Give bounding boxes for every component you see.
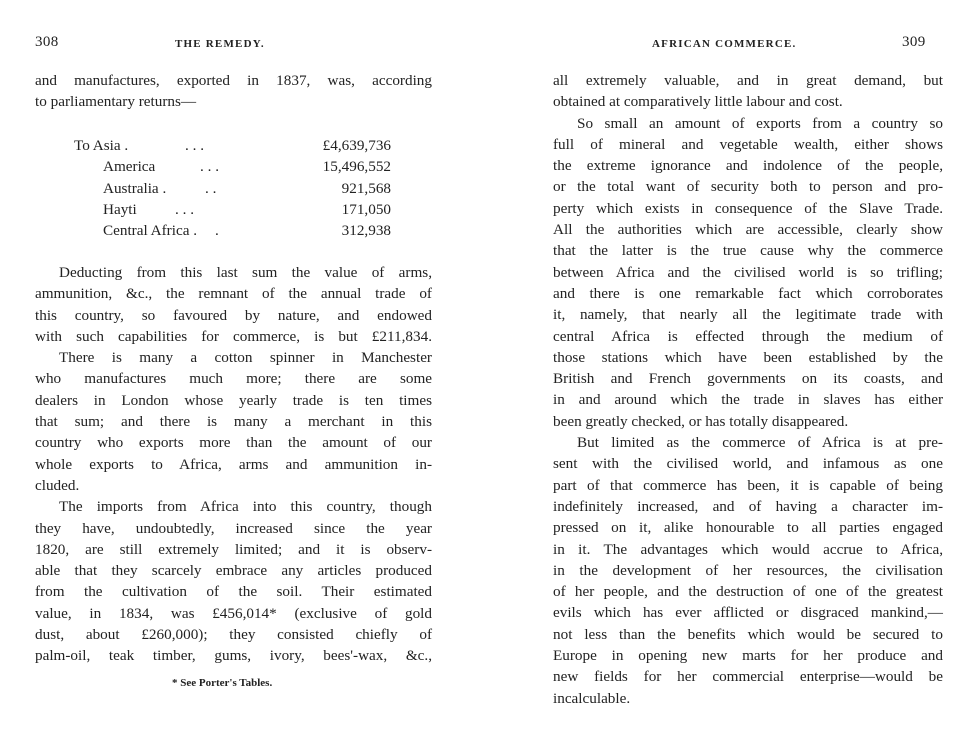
text-line: sent with the civilised world, and infamous as one bbox=[553, 455, 943, 473]
text-line: country who exports more than the amount of our bbox=[35, 434, 432, 452]
text-line: central Africa is effected through the medium of bbox=[553, 327, 943, 345]
text-line: this country, so favoured by nature, and endowed bbox=[35, 306, 432, 324]
text-line: and there is one remarkable fact which corroborates bbox=[553, 284, 943, 302]
export-destination: America bbox=[103, 158, 156, 176]
text-line: full of mineral and vegetable wealth, either shows bbox=[553, 135, 943, 153]
text-line: ammunition, &c., the remnant of the annual trade of bbox=[35, 285, 432, 303]
left-intro bbox=[35, 70, 432, 113]
text-line: pressed on it, alike honourable to all parties engaged bbox=[553, 519, 943, 537]
text-line: obtained at comparatively little labour and cost. bbox=[553, 93, 843, 111]
exports-row bbox=[35, 220, 432, 241]
text-line: Europe in opening new marts for her produce and bbox=[553, 647, 943, 665]
leader-dots: . . . bbox=[200, 158, 219, 176]
export-amount: 921,568 bbox=[341, 179, 391, 197]
export-destination: Central Africa . bbox=[103, 222, 198, 240]
text-line: not less than the benefits which would be secured to bbox=[553, 625, 943, 643]
footnote: * See Porter's Tables. bbox=[172, 677, 273, 689]
text-line: all extremely valuable, and in great demand, but bbox=[553, 72, 943, 89]
export-destination: Australia . bbox=[103, 179, 167, 197]
text-line: value, in 1834, was £456,014* (exclusive of gold bbox=[35, 604, 432, 622]
text-line: indefinitely increased, and of having a character im- bbox=[553, 497, 943, 515]
text-line: Deducting from this last sum the value of arms, bbox=[59, 264, 432, 281]
text-line: in it. The advantages which would accrue to Africa, bbox=[553, 540, 943, 558]
export-amount: 171,050 bbox=[341, 200, 391, 218]
export-amount: £4,639,736 bbox=[322, 137, 391, 154]
text-line: The imports from Africa into this country, though bbox=[59, 498, 432, 516]
text-line: British and French governments on its coasts, and bbox=[553, 370, 943, 388]
text-line: dust, about £260,000); they consisted chiefly of bbox=[35, 626, 432, 644]
text-line: able that they scarcely embrace any articles produced bbox=[35, 562, 432, 580]
text-line: in and around which the trade in slaves has either bbox=[553, 391, 943, 409]
text-line: and manufactures, exported in 1837, was, according bbox=[35, 72, 432, 89]
text-line: to parliamentary returns— bbox=[35, 93, 197, 111]
text-line: new fields for her commercial enterprise—would be bbox=[553, 668, 943, 686]
text-line: 1820, are still extremely limited; and it is observ- bbox=[35, 540, 432, 558]
left-running-head: THE REMEDY. bbox=[175, 38, 265, 50]
text-line: between Africa and the civilised world is so trifling; bbox=[553, 263, 943, 281]
export-amount: 312,938 bbox=[341, 222, 391, 240]
right-body bbox=[553, 70, 943, 709]
text-line: who manufactures much more; there are some bbox=[35, 370, 432, 388]
text-line: that sum; and there is many a merchant in this bbox=[35, 413, 432, 431]
text-line: perty which exists in consequence of the Slave Trade. bbox=[553, 199, 943, 217]
text-line: But limited as the commerce of Africa is at pre- bbox=[577, 434, 943, 452]
text-line: There is many a cotton spinner in Manchester bbox=[59, 349, 432, 367]
text-line: All the authorities which are accessible, clearly show bbox=[553, 221, 943, 239]
text-line: cluded. bbox=[35, 476, 80, 494]
export-destination: To Asia . bbox=[74, 137, 129, 154]
text-line: evils which has ever afflicted or disgraced mankind,— bbox=[553, 604, 943, 622]
leader-dots: . . bbox=[205, 179, 217, 197]
text-line: dealers in London whose yearly trade is ten times bbox=[35, 391, 432, 409]
text-line: whole exports to Africa, arms and ammunition in- bbox=[35, 455, 432, 473]
export-destination: Hayti bbox=[103, 200, 137, 218]
text-line: they have, undoubtedly, increased since the year bbox=[35, 519, 432, 537]
left-body bbox=[35, 262, 432, 667]
text-line: So small an amount of exports from a country so bbox=[577, 114, 943, 132]
exports-row bbox=[35, 135, 432, 156]
leader-dots: . . . bbox=[175, 200, 194, 218]
text-line: incalculable. bbox=[553, 689, 631, 707]
text-line: those stations which have been established by the bbox=[553, 348, 943, 366]
right-page bbox=[490, 0, 980, 746]
text-line: in the development of her resources, the civilisation bbox=[553, 561, 943, 579]
leader-dots: . bbox=[215, 222, 219, 240]
text-line: of her people, and the destruction of one of the greatest bbox=[553, 583, 943, 601]
text-line: palm-oil, teak timber, gums, ivory, bees'-wax, &c., bbox=[35, 647, 432, 665]
exports-row bbox=[35, 199, 432, 220]
exports-table bbox=[35, 135, 432, 241]
right-page-number: 309 bbox=[902, 34, 926, 50]
exports-row bbox=[35, 156, 432, 177]
exports-row bbox=[35, 178, 432, 199]
text-line: or the total want of security both to person and pro- bbox=[553, 178, 943, 196]
leader-dots: . . . bbox=[185, 137, 204, 154]
text-line: been greatly checked, or has totally disappeared. bbox=[553, 412, 849, 430]
export-amount: 15,496,552 bbox=[322, 158, 391, 176]
text-line: it, namely, that nearly all the legitimate trade with bbox=[553, 306, 943, 324]
left-page-number: 308 bbox=[35, 34, 59, 50]
text-line: with such capabilities for commerce, is but £211,834. bbox=[35, 327, 432, 345]
text-line: part of that commerce has been, it is capable of being bbox=[553, 476, 943, 494]
text-line: from the cultivation of the soil. Their estimated bbox=[35, 583, 432, 601]
text-line: that the latter is the true cause why the commerce bbox=[553, 242, 943, 260]
right-running-head: AFRICAN COMMERCE. bbox=[652, 38, 797, 50]
text-line: the extreme ignorance and indolence of the people, bbox=[553, 157, 943, 175]
